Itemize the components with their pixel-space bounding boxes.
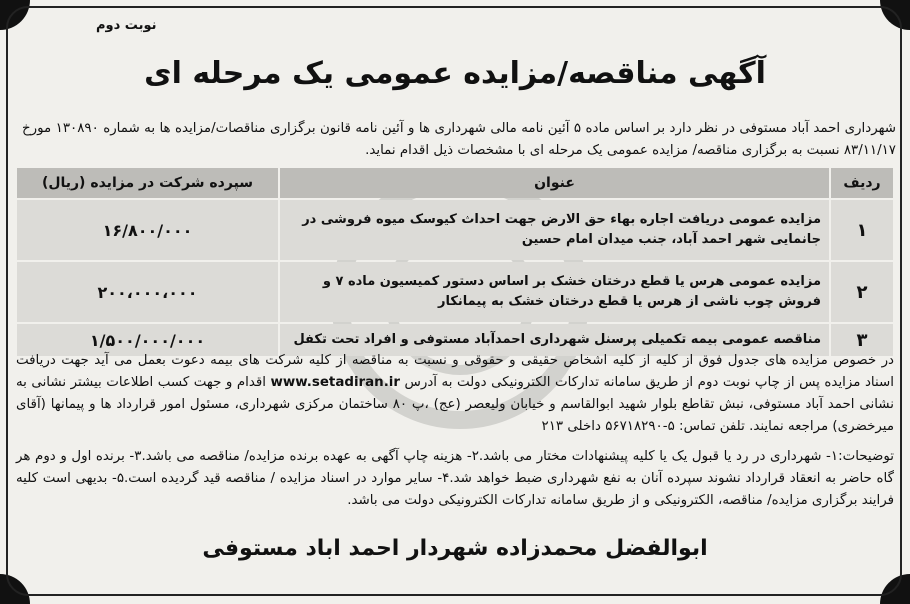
row-deposit: ۲۰۰،۰۰۰،۰۰۰ (17, 262, 278, 322)
page-title: آگهی مناقصه/مزایده عمومی یک مرحله ای (144, 56, 766, 91)
notes-paragraph: توضیحات:۱- شهرداری در رد یا قبول یک یا کلیه پیشنهادات مختار می باشد.۲- هزینه چاپ آگهی به عهده برنده مزایده/ مناقصه می باشد.۳- برنده اول و دوم هر گاه حاضر به انعقاد قرارداد نشوند سپرده آنان به نفع شهرداری ضبط خواهد شد.۴- سایر موارد در اسناد مزایده / مناقصه قید گردیده است.۵- بدیهی است کلیه فرایند برگزاری مزایده/ مناقصه، الکترونیکی و از طریق سامانه تدارکات الکترونیکی دولت می باشد. (16, 449, 894, 508)
row-deposit: ۱۶/۸۰۰/۰۰۰ (17, 200, 278, 260)
row-number: ۱ (831, 200, 893, 260)
table-row (17, 262, 893, 322)
body-text-part2: اقدام و جهت کسب اطلاعات بیشتر نشانی به نشانی احمد آباد مستوفی، نبش تقاطع بلوار شهید ابوالقاسم و خیابان ولیعصر (عج) ،پ ۸۰ ساختمان مرکزی شهرداری، مسئول امور قرارداد ها و پیمانها (آقای میرخضری) مراجعه نمایند. تلفن تماس: ۵-۵۶۷۱۸۲۹۰ داخلی ۲۱۳ (16, 375, 894, 434)
row-title: مناقصه عمومی بیمه تکمیلی پرسنل شهرداری احمدآباد مستوفی و افراد تحت تکفل (280, 324, 829, 356)
round-label: نوبت دوم (96, 18, 157, 33)
column-header-deposit: سپرده شرکت در مزایده (ریال) (17, 168, 278, 198)
intro-paragraph: شهرداری احمد آباد مستوفی در نظر دارد بر اساس ماده ۵ آئین نامه مالی شهرداری ها و آئین نامه قانون برگزاری مناقصات/مزایده ها به شماره ۱۳۰۸۹۰ مورخ ۸۳/۱۱/۱۷ نسبت به برگزاری مناقصه/ مزایده عمومی یک مرحله ای با مشخصات ذیل اقدام نماید. (22, 121, 896, 158)
row-title: مزایده عمومی هرس یا قطع درختان خشک بر اساس دستور کمیسیون ماده ۷ و فروش چوب ناشی از هرس یا قطع درختان خشک به پیمانکار (280, 262, 829, 322)
auction-table (15, 166, 895, 358)
column-header-radif: ردیف (831, 168, 893, 198)
row-deposit: ۱/۵۰۰/۰۰۰/۰۰۰ (17, 324, 278, 356)
body-text-part1: در خصوص مزایده های جدول فوق از کلیه از کلیه اشخاص حقیقی و حقوقی و نسبت به مناقصه از کلیه شرکت های بیمه دعوت بعمل می آید جهت دریافت اسناد مزایده پس از چاپ نوبت دوم از طریق سامانه تدارکات الکترونیکی دولت به آدرس (16, 353, 894, 390)
column-header-title: عنوان (280, 168, 829, 198)
table-header-row (17, 168, 893, 198)
row-title: مزایده عمومی دریافت اجاره بهاء حق الارض جهت احداث کیوسک میوه فروشی در جانمایی شهر احمد آباد، جنب میدان امام حسین (280, 200, 829, 260)
row-number: ۳ (831, 324, 893, 356)
body-paragraph (16, 350, 894, 438)
table-row (17, 200, 893, 260)
website-link[interactable]: www.setadiran.ir (270, 375, 400, 390)
row-number: ۲ (831, 262, 893, 322)
signature-line: ابوالفضل محمدزاده شهردار احمد اباد مستوفی (202, 536, 708, 561)
